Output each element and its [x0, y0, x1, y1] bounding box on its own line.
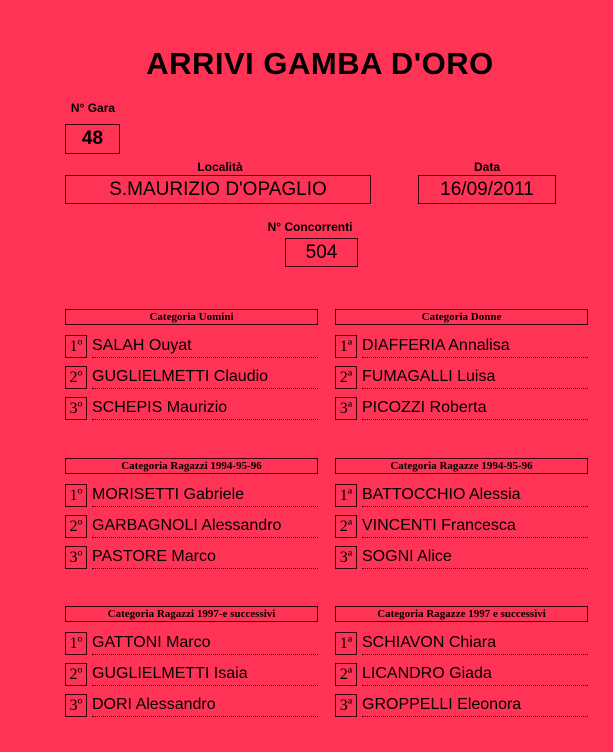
list-item [335, 694, 588, 717]
list-item [335, 484, 588, 507]
category-block-ragazze-94 [335, 458, 588, 569]
position-badge: 2º [65, 366, 87, 389]
category-block-ragazzi-97 [65, 606, 318, 717]
data-value: 16/09/2011 [418, 175, 556, 204]
position-badge: 1º [65, 632, 87, 655]
athlete-name: SALAH Ouyat [92, 335, 318, 358]
position-badge: 1ª [335, 632, 357, 655]
category-title: Categoria Ragazze 1997 e successivi [335, 606, 588, 622]
data-label: Data [473, 160, 500, 174]
athlete-name: FUMAGALLI Luisa [362, 366, 588, 389]
list-item [65, 397, 318, 420]
category-title: Categoria Ragazzi 1994-95-96 [65, 458, 318, 474]
page-title: ARRIVI GAMBA D'ORO [146, 46, 494, 81]
category-block-uomini [65, 309, 318, 420]
athlete-name: VINCENTI Francesca [362, 515, 588, 538]
position-badge: 2º [65, 515, 87, 538]
list-item [335, 632, 588, 655]
category-title: Categoria Uomini [65, 309, 318, 325]
position-badge: 3ª [335, 546, 357, 569]
list-item [335, 546, 588, 569]
position-badge: 3º [65, 694, 87, 717]
athlete-name: SCHEPIS Maurizio [92, 397, 318, 420]
gara-label: N° Gara [70, 101, 116, 115]
athlete-name: GATTONI Marco [92, 632, 318, 655]
position-badge: 1º [65, 484, 87, 507]
list-item [335, 515, 588, 538]
athlete-name: GUGLIELMETTI Claudio [92, 366, 318, 389]
list-item [65, 515, 318, 538]
category-block-donne [335, 309, 588, 420]
athlete-name: SCHIAVON Chiara [362, 632, 588, 655]
position-badge: 2º [65, 663, 87, 686]
category-title: Categoria Ragazzi 1997-e successivi [65, 606, 318, 622]
list-item [335, 366, 588, 389]
list-item [65, 335, 318, 358]
athlete-name: PASTORE Marco [92, 546, 318, 569]
list-item [335, 335, 588, 358]
localita-label: Località [197, 160, 243, 174]
athlete-name: GROPPELLI Eleonora [362, 694, 588, 717]
athlete-name: PICOZZI Roberta [362, 397, 588, 420]
list-item [65, 663, 318, 686]
category-block-ragazzi-94 [65, 458, 318, 569]
list-item [335, 663, 588, 686]
athlete-name: DORI Alessandro [92, 694, 318, 717]
localita-value: S.MAURIZIO D'OPAGLIO [65, 175, 371, 204]
position-badge: 3ª [335, 397, 357, 420]
position-badge: 2ª [335, 366, 357, 389]
gara-value: 48 [65, 124, 120, 154]
athlete-name: MORISETTI Gabriele [92, 484, 318, 507]
position-badge: 1ª [335, 335, 357, 358]
athlete-name: GUGLIELMETTI Isaia [92, 663, 318, 686]
position-badge: 1ª [335, 484, 357, 507]
athlete-name: GARBAGNOLI Alessandro [92, 515, 318, 538]
athlete-name: BATTOCCHIO Alessia [362, 484, 588, 507]
list-item [335, 397, 588, 420]
list-item [65, 694, 318, 717]
list-item [65, 546, 318, 569]
concorrenti-label: N° Concorrenti [267, 220, 353, 234]
athlete-name: LICANDRO Giada [362, 663, 588, 686]
list-item [65, 632, 318, 655]
athlete-name: SOGNI Alice [362, 546, 588, 569]
list-item [65, 366, 318, 389]
position-badge: 3ª [335, 694, 357, 717]
category-title: Categoria Donne [335, 309, 588, 325]
position-badge: 2ª [335, 663, 357, 686]
category-block-ragazze-97 [335, 606, 588, 717]
category-title: Categoria Ragazze 1994-95-96 [335, 458, 588, 474]
athlete-name: DIAFFERIA Annalisa [362, 335, 588, 358]
position-badge: 3º [65, 397, 87, 420]
position-badge: 3º [65, 546, 87, 569]
list-item [65, 484, 318, 507]
concorrenti-value: 504 [285, 238, 358, 267]
position-badge: 1º [65, 335, 87, 358]
position-badge: 2ª [335, 515, 357, 538]
